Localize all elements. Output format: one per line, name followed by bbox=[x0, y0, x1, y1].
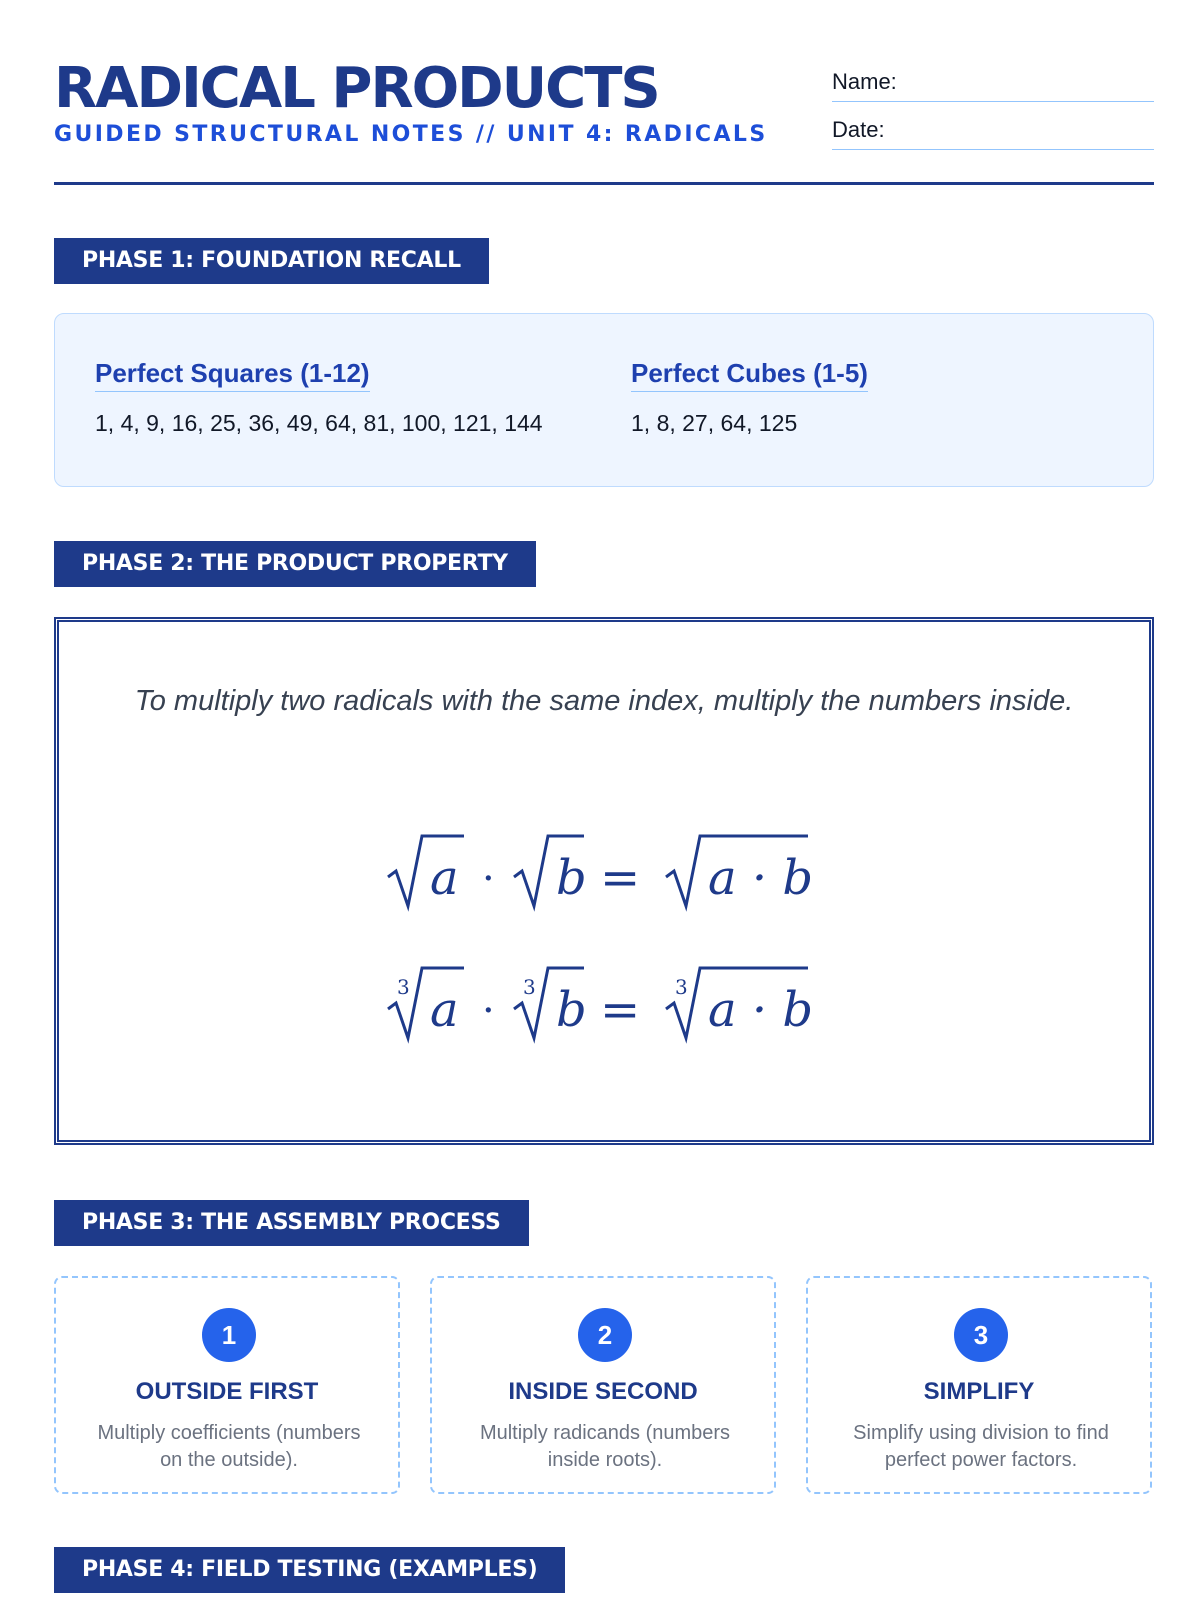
page-subtitle: GUIDED STRUCTURAL NOTES // UNIT 4: RADICALS bbox=[54, 122, 768, 147]
product-property-box bbox=[54, 617, 1154, 1145]
product-radicand: a · b bbox=[708, 982, 814, 1038]
step-number-badge: 1 bbox=[202, 1308, 256, 1362]
step-number-badge: 3 bbox=[954, 1308, 1008, 1362]
phase-3-label: PHASE 3: THE ASSEMBLY PROCESS bbox=[54, 1200, 529, 1246]
date-field[interactable] bbox=[832, 106, 1154, 150]
product-radicand: a · b bbox=[708, 850, 814, 906]
perfect-cubes-values: 1, 8, 27, 64, 125 bbox=[631, 410, 798, 436]
cube-root-product-formula bbox=[59, 954, 1149, 1044]
step-card-inside-second bbox=[430, 1276, 776, 1494]
perfect-cubes-heading: Perfect Cubes (1-5) bbox=[631, 358, 868, 392]
step-description: Multiply radicands (numbers inside roots). bbox=[479, 1422, 731, 1471]
page-title: RADICAL PRODUCTS bbox=[54, 56, 659, 121]
square-root-formula-graphic bbox=[384, 822, 824, 912]
cube-root-formula-graphic bbox=[384, 954, 824, 1044]
step-card-simplify bbox=[806, 1276, 1152, 1494]
name-label: Name: bbox=[832, 69, 897, 94]
radicand-b: b bbox=[556, 982, 587, 1038]
equals-sign: = bbox=[600, 982, 641, 1038]
step-title: INSIDE SECOND bbox=[508, 1378, 698, 1405]
date-label: Date: bbox=[832, 117, 885, 142]
equals-sign: = bbox=[600, 850, 641, 906]
perfect-cubes-column bbox=[631, 358, 868, 437]
radicand-b: b bbox=[556, 850, 587, 906]
multiply-dot: · bbox=[482, 856, 495, 902]
multiply-dot: · bbox=[482, 988, 495, 1034]
square-root-product-formula bbox=[59, 822, 1149, 912]
step-description: Multiply coefficients (numbers on the outside). bbox=[97, 1422, 361, 1471]
name-field[interactable] bbox=[832, 58, 1154, 102]
perfect-squares-values: 1, 4, 9, 16, 25, 36, 49, 64, 81, 100, 121, 144 bbox=[95, 410, 543, 436]
step-title: SIMPLIFY bbox=[923, 1378, 1035, 1405]
step-number-badge: 2 bbox=[578, 1308, 632, 1362]
page-header bbox=[54, 58, 1154, 184]
root-index: 3 bbox=[397, 975, 410, 999]
perfect-squares-heading: Perfect Squares (1-12) bbox=[95, 358, 370, 392]
step-card-outside-first bbox=[54, 1276, 400, 1494]
perfect-squares-column bbox=[95, 358, 543, 437]
phase-2-label: PHASE 2: THE PRODUCT PROPERTY bbox=[54, 541, 536, 587]
product-property-statement: To multiply two radicals with the same index, multiply the numbers inside. bbox=[134, 685, 1074, 717]
root-index: 3 bbox=[675, 975, 688, 999]
foundation-recall-panel bbox=[54, 313, 1154, 487]
phase-4-label: PHASE 4: FIELD TESTING (EXAMPLES) bbox=[54, 1547, 565, 1593]
radicand-a: a bbox=[430, 850, 459, 906]
phase-1-label: PHASE 1: FOUNDATION RECALL bbox=[54, 238, 489, 284]
step-title: OUTSIDE FIRST bbox=[135, 1378, 319, 1405]
root-index: 3 bbox=[523, 975, 536, 999]
step-description: Simplify using division to find perfect power factors. bbox=[853, 1422, 1109, 1471]
header-divider bbox=[54, 182, 1154, 185]
radicand-a: a bbox=[430, 982, 459, 1038]
